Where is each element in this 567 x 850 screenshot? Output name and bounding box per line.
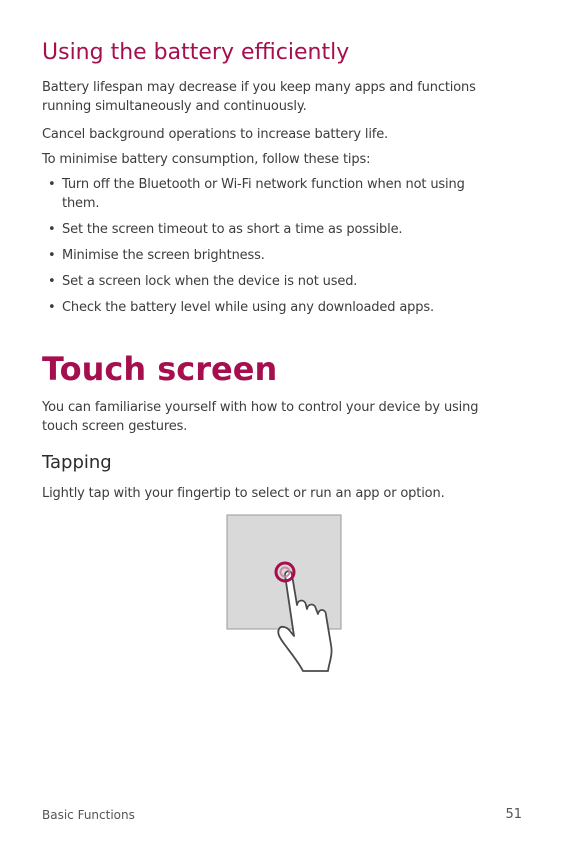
cancel-operations-text: Cancel background operations to increase battery life. bbox=[42, 127, 389, 142]
battery-tips-list bbox=[42, 175, 502, 324]
touch-screen-title: Touch screen bbox=[42, 350, 278, 388]
tapping-title: Tapping bbox=[42, 452, 112, 473]
tip-text: Turn off the Bluetooth or Wi-Fi network function when not using them. bbox=[62, 177, 465, 211]
section-title: Using the battery efficiently bbox=[42, 40, 350, 65]
bullet-icon: • bbox=[48, 274, 56, 289]
bullet-icon: • bbox=[48, 300, 56, 315]
tip-text: Minimise the screen brightness. bbox=[62, 248, 265, 263]
tip-text: Set the screen timeout to as short a time as possible. bbox=[62, 222, 403, 237]
footer-section-label: Basic Functions bbox=[42, 808, 135, 822]
tip-text: Check the battery level while using any downloaded apps. bbox=[62, 300, 434, 315]
page-number: 51 bbox=[505, 807, 522, 822]
battery-intro-text: Battery lifespan may decrease if you keep many apps and functions running simultaneously and continuously. bbox=[42, 80, 476, 114]
tips-lead-text: To minimise battery consumption, follow these tips: bbox=[42, 152, 371, 167]
touch-intro-text: You can familiarise yourself with how to control your device by using touch screen gestures. bbox=[42, 400, 479, 434]
bullet-icon: • bbox=[48, 248, 56, 263]
bullet-icon: • bbox=[48, 222, 56, 237]
list-item bbox=[42, 298, 502, 317]
list-item bbox=[42, 175, 502, 213]
list-item bbox=[42, 272, 502, 291]
list-item bbox=[42, 246, 502, 265]
finger-tap-icon bbox=[225, 513, 345, 673]
tapping-text: Lightly tap with your fingertip to select or run an app or option. bbox=[42, 486, 445, 501]
tip-text: Set a screen lock when the device is not used. bbox=[62, 274, 358, 289]
bullet-icon: • bbox=[48, 177, 56, 192]
tap-illustration-svg bbox=[225, 513, 345, 673]
list-item bbox=[42, 220, 502, 239]
